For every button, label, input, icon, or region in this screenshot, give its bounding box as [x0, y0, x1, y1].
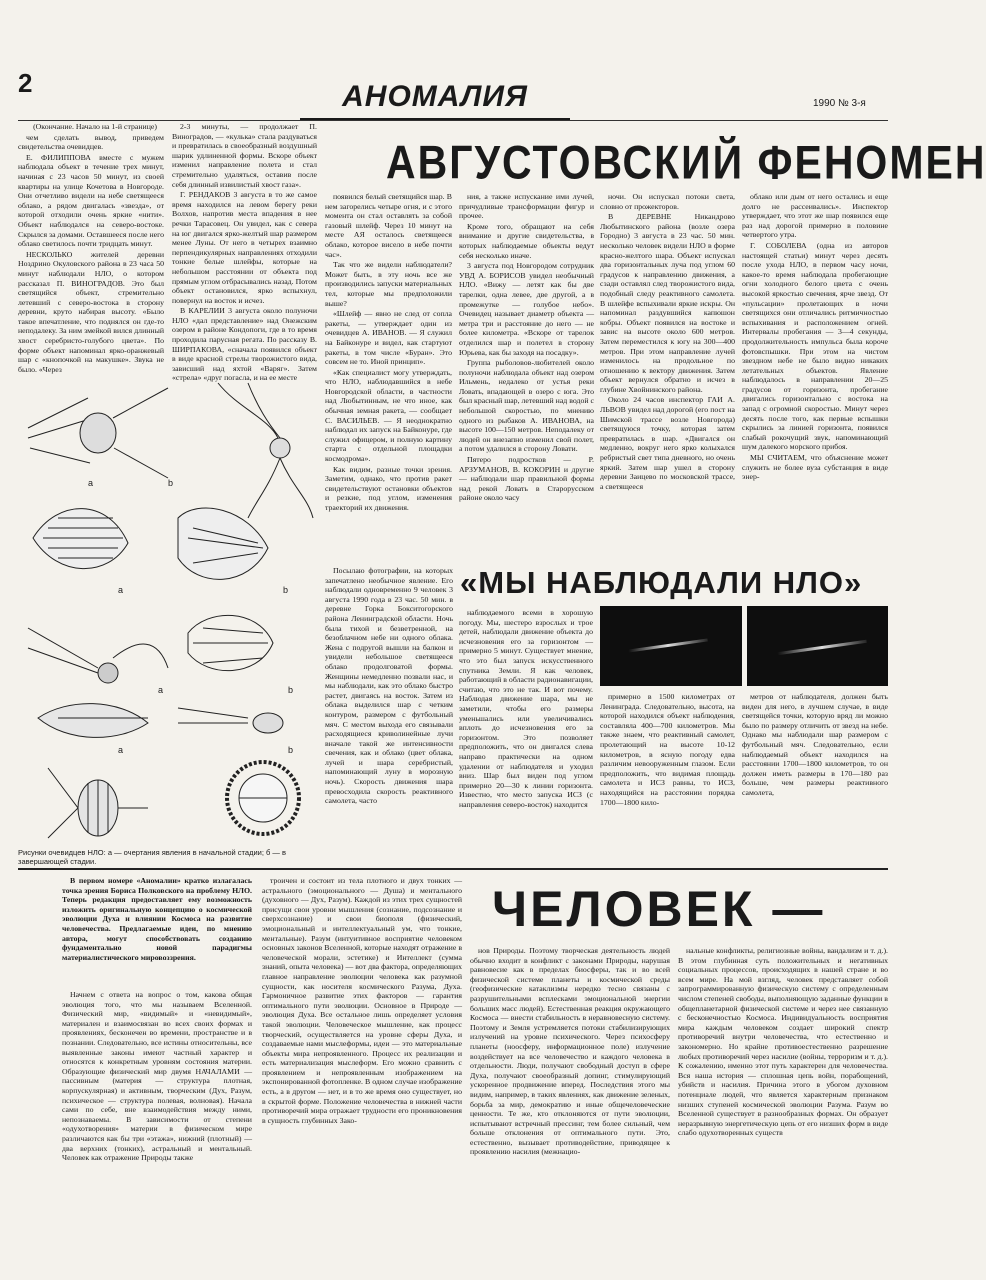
paragraph: Так что же видели наблюдатели? Может быть, в эту ночь все же производились запуски материальных тел, которые мы предположили выше?	[325, 260, 452, 308]
ufo-photo-2	[747, 606, 888, 686]
article1-column-4	[459, 192, 594, 554]
paragraph: нальные конфликты, религиозные войны, вандализм и т. д.). В этом глубинная суть положительных и негативных социальных процессов, происходящих в нашей стране и во всем мире. На мой взгляд, человек представляет собой запрограммированную физическую систему с определенным числом степеней свободы, выполняющую заданные функции в общепланетарной физической системе и через нее связанную с бесконечностью Космоса. Индивидуальность восприятия мира каждым человеком создает широкий спектр противоречий внутри человечества, что естественно и закономерно. Но крайне противоестественно разрешение любых противоречий через насилие (войны, терроризм и т. д.). К сожалению, именно этот путь характерен для человечества. Вся наша история — сплошная цепь войн, порабощений, убийств и насилия. Причина этого в убогом духовном потенциале людей, что является характерным признаком низших ступеней космической эволюции Разума. Разум во Вселенной существует в разнообразных формах. Он образует неразрывную энергетическую цепь от его низших форм в виде слабо одухотворенных существ	[678, 946, 888, 1138]
paragraph: ния, а также испускание ими лучей, причудливые трансформации фигур и прочее.	[459, 192, 594, 221]
article1-column-3	[325, 192, 452, 554]
paragraph: Начнем с ответа на вопрос о том, какова общая эволюция того, что мы называем Вселенной. Физический мир, «видимый» и «невидимый», материален и взаимосвязан во всех своих формах и проявлениях, бесконечен во времени, пространстве и в познании. Следовательно, все истины относительны, все выявленные законы имеют частный характер и относятся к конкретным уровням состояния материи. Образующие физический мир двумя НАЧАЛАМИ — пассивным (материя — структура плотная, корпускулярная) и активным, творческим (Дух, Разум, психическое — структура полевая, волновая). Начала сами по себе, вне взаимодействия между ними, непознаваемы. В зависимости от степени «одухотворения» материи в физическом мире различаются как бы три «этажа», нижний (плотный) — два верхних (тонких), астральный и ментальный. Человек как отражение Природы также	[62, 990, 252, 1163]
sketch-a5	[48, 768, 148, 838]
paragraph: Кроме того, обращают на себя внимание и другие свидетельства, в которых наблюдаемые объекты ведут себя несколько иначе.	[459, 221, 594, 260]
svg-text:b: b	[288, 685, 294, 695]
sketch-b3	[188, 615, 273, 670]
sketch-b5	[227, 762, 299, 834]
article2-column-3	[600, 692, 735, 866]
paragraph: В первом номере «Аномалии» кратко излагалась точка зрения Бориса Полковского на проблему НЛО. Теперь редакция предоставляет ему возможность изложить оригинальную концепцию о космической эволюции Духа и влиянии Космоса на развитие человечества. Предлагаемые идеи, по мнению автора, могут способствовать созданию фундаментально новой парадигмы материалистического мировоззрения.	[62, 876, 252, 962]
paragraph: появился белый светящийся шар. В нем загорелись четыре огня, и с этого момента он стал оставлять за собой газовый шлейф. Через 10 минут на месте АЯ осталось светящееся облако, которое висело в небе почти час».	[325, 192, 452, 259]
light-streak	[628, 638, 708, 652]
article3-intro	[62, 876, 252, 986]
paragraph: Посылаю фотографии, на которых запечатлено необычное явление. Его наблюдали одновременно 9 человек 3 августа 1990 года в 23 час. 50 мин. в деревне Горка Бокситогорского района Ленинградской области. Ночь была тихой и безветренной, на безоблачном небе ни одного облака. Жена с подругой вышли на балкон и увидели небольшое светящееся облако продолговатой формы. Женщины немедленно позвали нас, и мы наблюдали, как это облако быстро растет, двигаясь на восток. Затем из облака выделился шар с четким контуром, размером с футбольный мяч. С местом выхода его связывали расходящиеся криволинейные лучи вначале такой же интенсивности свечения, как и облако (цвет облака, лучей и шара серебристый, напоминающий луну в морозную ночь). Скорость движения шара превосходила скорость реактивного самолета, часто	[325, 566, 453, 806]
paragraph: наблюдаемого всеми в хорошую погоду. Мы, шестеро взрослых и трое детей, наблюдали движение объекта до исчезновения его за горизонтом — примерно 5 минут. Существует мнение, что это был запуск искусственного спутника Земли. Я как человек, работающий в области радионавигации, считаю, что это не так. И вот почему. Наблюдая движение шара, мы не заметили, чтобы его размеры уменьшались или увеличивались вплоть до исчезновения его за горизонтом. Это позволяет предположить, что он двигался слева направо практически на одном удалении от наблюдателя и уходил вниз. Шар был виден под углом примерно 20—30 к линии горизонта. Известно, что место запуска ИСЗ (с направления северо-восток) находится	[459, 608, 593, 809]
paragraph: облако или дым от него остались и еще долго не рассеивались». Инспектор утверждает, что этот же шар появился еще раз над дорогой примерно в половине четвертого утра.	[742, 192, 888, 240]
svg-text:b: b	[288, 745, 294, 755]
svg-text:a: a	[158, 685, 164, 695]
sketch-b4	[178, 708, 283, 733]
article3-column-3	[470, 946, 670, 1260]
paragraph: 3 августа под Новгородом сотрудник УВД А. БОРИСОВ увидел необычный НЛО. «Вижу — летят как бы две тарелки, одна левее, две другой, а в промежутке — голубое небо». Очевидец называет диаметр объекта — метра три и расстояние до него — не более километра. «Вскоре от тарелок отделился шар и полетел в сторону Юрьева, как бы заходя на посадку».	[459, 261, 594, 357]
paragraph: Г. СОБОЛЕВА (одна из авторов настоящей статьи) минут через десять после ухода НЛО, в первом часу ночи, какое-то время наблюдала пробегающие огни холодного белого цвета с очень высокой яркостью свечения, ярче звезд. От «пульсации» пролетающих в ночи светящихся они отличались ритмичностью вспыхивания и расположением огней. Интервалы пробегания — 3—4 секунды, продолжительность импульса была короче фотовспышки. При этом на чистом звездном небе не было видно никаких летательных объектов. Явление наблюдалось в направлении 20—25 градусов от горизонта, пробегание двигались горизонтально с востока на запад с огромной скоростью. Минут через десять после того, как первые вспышки скрылись за линией горизонта, появился слабый рокочущий звук, напоминающий шум далекого морского прибоя.	[742, 240, 888, 452]
paragraph: В КАРЕЛИИ 3 августа около полуночи НЛО «дал представление» над Онежским озером в районе Кондопоги, где в то время проходила парусная регата. По рассказу В. ШИРПАКОВА, «сначала появился объект в виде красной стрелы творожистого вида, зависший над яхтой «Варяг». Затем «стрела» «друг погасла, и на ее месте	[172, 306, 317, 383]
paragraph: Г. РЕНДАКОВ 3 августа в то же самое время находился на левом берегу реки Волхов, напротив места впадения в нее речки Тарасовец. Он увидел, как с севера на юг двигался ярко-желтый шар размером менее Луны. От него в четырех взаимно перпендикулярных направлениях отходили тонкие белые шлейфы, которые на небольшом расстоянии от объекта под прямым углом отбрасывались назад. Потом объект остановился, ярко вспыхнул, повернул на восток и исчез.	[172, 190, 317, 305]
paragraph: Пятеро подростков — Р. АРЗУМАНОВ, В. КОКОРИН и другие — наблюдали шар правильной формы над рекой Ловать в Старорусском районе около часу	[459, 455, 594, 503]
paragraph: метров от наблюдателя, должен быть виден для него, в лучшем случае, в виде светящейся точки, которую вряд ли можно было по размеру отличить от звезд на небе. Однако мы наблюдали шар размером с футбольный мяч. Следовательно, если наблюдаемый объект находился на расстоянии 1700—1800 километров, то он должен иметь размеры в 170—180 раз больше, чем размеры реактивного самолета,	[742, 692, 888, 797]
section-divider	[18, 868, 888, 870]
svg-text:a: a	[118, 745, 124, 755]
paragraph: Е. ФИЛИППОВА вместе с мужем наблюдала объект в течение трех минут, начиная с 23 часов 50 минут, из своей квартиры на улице Кочетова в Новгороде. Они отчетливо видели на небе светящееся облако, а рядом двигалась «звезда», от которой отходили очень яркие «нити». Объект наблюдался на северо-востоке. Скрылся за домами. Оставшееся после него облако светилось почти тридцать минут.	[18, 152, 164, 249]
article3-headline: ЧЕЛОВЕК —	[492, 881, 826, 937]
paragraph: В ДЕРЕВНЕ Никандрово Любытинского района (возле озера Городно) 3 августа в 23 час. 50 мин. несколько человек видели НЛО в форме красно-желтого шара. Объект испускал два горизонтальных луча под углом 60 градусов к направлению движения, а сзади оставлял след творожистого вида, подобный следу реактивного самолета. В шлейфе вспыхивали яркие искры. Он напоминал раздувшийся капюшон кобры. Объект появился на востоке и завис на высоте около 600 метров. Затем переместился к югу на 300—400 метров. При этом направление лучей изменилось на продольное по отношению к вектору движения. Затем объект вернулся обратно и исчез в глубине Хвойнинского района.	[600, 212, 735, 394]
article2-column-2	[459, 608, 593, 866]
paragraph: 2-3 минуты, — продолжает П. Виноградов, — «кулька» стала раздуваться и превратилась в своеобразный воздушный шарик удлиненной формы. Вскоре объект изменил направление полета и стал стремительно удаляться, оставив после себя длинный извилистый хвост газа».	[172, 122, 317, 189]
sketch-a3	[28, 628, 168, 683]
issue-number: 1990 № 3-я	[813, 98, 866, 109]
article1-headline: АВГУСТОВСКИЙ ФЕНОМЕН	[386, 136, 986, 189]
paragraph: «Как специалист могу утверждать, что НЛО, наблюдавшийся в небе Новгородской области, в частности над Любытинным, не что иное, как обычная земная ракета, — сообщает С. ВАСИЛЬЕВ. — Я неоднократно наблюдал их запуск на Байконуре, где служил офицером, и полную картину старта с отдельной площадки космодрома».	[325, 367, 452, 464]
paragraph: троичен и состоит из тела плотного и двух тонких — астрального (эмоционального — Душа) и ментального (духовного — Дух, Разум). Каждой из этих трех сущностей присущи свои уровни мышления (сознание, подсознание и сверхсознание) и свои биополя (физический, эмоциональный и интеллектуальный ум, что тонкие, ментальные). Разум (интуитивное восприятие человеком основных законов Вселенной, которые находят отражение в человеческой морали, эстетике) и Интеллект (сумма знаний, опыта человека) — вот два фактора, определяющих главное направление эволюции человека как разумной сущности, как носителя космического Разума, Духа. Гармоничное развитие этих факторов — гарантия оптимального пути эволюции. Основное в Природе — эволюция Духа. Все остальное лишь определяет условия такой эволюции. Человеческое мышление, как процесс творческий, осуществляется на уровне сферы Духа, и создаваемые нами мыслеформы, идеи — это материальные объекты мира непроявленного. Процесс их реализации и есть материализация мыслеформ. Его можно сравнить с проявлением и непроявленным изображением на экспонированной фотопленке. В одном случае изображение есть, а в другом — нет, и в то же время оно существует, но в скрытой форме. Положение человечества в нижней части противоречий мира отражает трудности его проникновения в сущность глубинных Зако-	[262, 876, 462, 1125]
sketch-b1	[218, 383, 313, 518]
sketch-b2	[178, 508, 268, 579]
svg-text:b: b	[283, 585, 289, 595]
paragraph: примерно в 1500 километрах от Ленинграда. Следовательно, высота, на которой находился объект наблюдения, составляла 400—700 километров. Мы также знаем, что реактивный самолет, пролетающий на высоте 10-12 километров, в ясную погоду едва различим невооруженным глазом. Если предположить, что видимая площадь самолета и ИСЗ равны, то ИСЗ, находящийся на расстоянии порядка 1700—1800 кило-	[600, 692, 735, 807]
paragraph: НЕСКОЛЬКО жителей деревни Ноздрино Окуловского района в 23 часа 50 минут наблюдали НЛО, о котором рассказал П. ВИНОГРАДОВ. Это был светящийся объект, стремительно летевший с северо-востока в сторону деревни, круто набирая высоту. «Было такое впечатление, что поднялся он где-то неподалеку. За ним змейкой вился длинный хвост серебристо-голубого цвета». По форме объект напоминал ярко-оранжевый шар с «кнопочкой на макушке». Звука не было. «Через	[18, 249, 164, 374]
article1-column-5	[600, 192, 735, 554]
paragraph: чем сделать вывод, приведем свидетельства очевидцев.	[18, 132, 164, 152]
svg-text:a: a	[88, 478, 94, 488]
article2-column-1	[325, 566, 453, 866]
article3-column-1	[62, 990, 252, 1260]
article1-column-6	[742, 192, 888, 554]
sketch-a1	[28, 388, 168, 478]
ufo-photo-1	[600, 606, 742, 686]
article3-column-2	[262, 876, 462, 1260]
article1-column-2	[172, 122, 317, 383]
sketch-a2	[33, 509, 128, 569]
page-number: 2	[18, 68, 33, 98]
paragraph: Около 24 часов инспектор ГАИ А. ЛЬВОВ увидел над дорогой (его пост на Шимской трассе возле Новгорода) светящуюся точку, которая затем превратилась в шар. «Двигался он медленно, вокруг него ярко колыхался ребристый свет типа дневного, но очень яркий. Затем шар ушел в сторону деревни Заицево по московской трассе, а светящееся	[600, 395, 735, 491]
sketch-a4	[38, 704, 148, 738]
article2-headline: «МЫ НАБЛЮДАЛИ НЛО»	[460, 565, 863, 600]
paragraph: МЫ СЧИТАЕМ, что объяснение может служить не более вуза субстанция в виде энер-	[742, 453, 888, 482]
paragraph: Как видим, разные точки зрения. Заметим, однако, что против ракет свидетельствуют остановки объектов и резкие, под углом, изменения траекторий их движения.	[325, 464, 452, 512]
witness-sketches-figure	[18, 378, 318, 848]
paragraph: ночи. Он испускал потоки света, словно от прожекторов.	[600, 192, 735, 211]
paragraph: нов Природы. Поэтому творческая деятельность людей обычно входит в конфликт с законами Природы, нарушая равновесие как в пределах биосферы, так и во всей физической системе планеты и космической среды (геофизические катаклизмы нередко тесно связаны с разрушительными всплесками эмоциональной энергии больших масс людей). Естественная реакция окружающего Космоса — внести стабильность в неравновесную систему. Поэтому и Земля устремляется потоки стабилизирующих излучений на уровне психического. Через психосферу планеты (ноосферу, информационное поле) излучение воздействует на все человечество и каждого человека в отдельности. Люди, получают свободный доступ в сфере Духа, получают своеобразный допинг, стимулирующий ускоренное продвижение вперед. Последствия этого мы видим, например, в таких явлениях, как движение зеленых, борьба за мир, демократию и иные общечеловеческие ценности. Те же, кто отклоняются от пути эволюции, испытывают встречный прессинг, тем более сильный, чем больше отклонения от оптимального пути. Это, естественно, вызывает противодействие, приводящее к проявлению насилия (межнацио-	[470, 946, 670, 1157]
paragraph: «Шлейф — явно не след от сопла ракеты, — утверждает один из очевидцев А. ИВАНОВ. — Я служил на Байконуре и видел, как стартуют ракеты, в том числе «Буран». Это совсем не то. Иной принцип».	[325, 309, 452, 367]
masthead-logo: АНОМАЛИЯ	[300, 80, 570, 121]
article2-column-4	[742, 692, 888, 866]
svg-text:b: b	[168, 478, 174, 488]
article1-column-1	[18, 122, 164, 374]
article3-column-4	[678, 946, 888, 1260]
figure-caption: Рисунки очевидцев НЛО: а — очертания явления в начальной стадии; б — в завершающей стадии.	[18, 848, 286, 866]
paragraph: Группа рыболовов-любителей около полуночи наблюдала объект над озером Ильмень, недалеко от устья реки Ловать, впадающей в озеро с юга. Это был красный шар, летевший над водой с небольшой скоростью, по мнению одного из рыбаков А. ИВАНОВА, на высоте 100—150 метров. Неподалеку от людей он внезапно изменил свой полет, а потом удалился в сторону Ловати.	[459, 358, 594, 454]
header-rule	[18, 120, 888, 121]
svg-text:a: a	[118, 585, 124, 595]
light-streak	[777, 640, 867, 655]
paragraph: (Окончание. Начало на 1-й странице)	[33, 122, 157, 131]
